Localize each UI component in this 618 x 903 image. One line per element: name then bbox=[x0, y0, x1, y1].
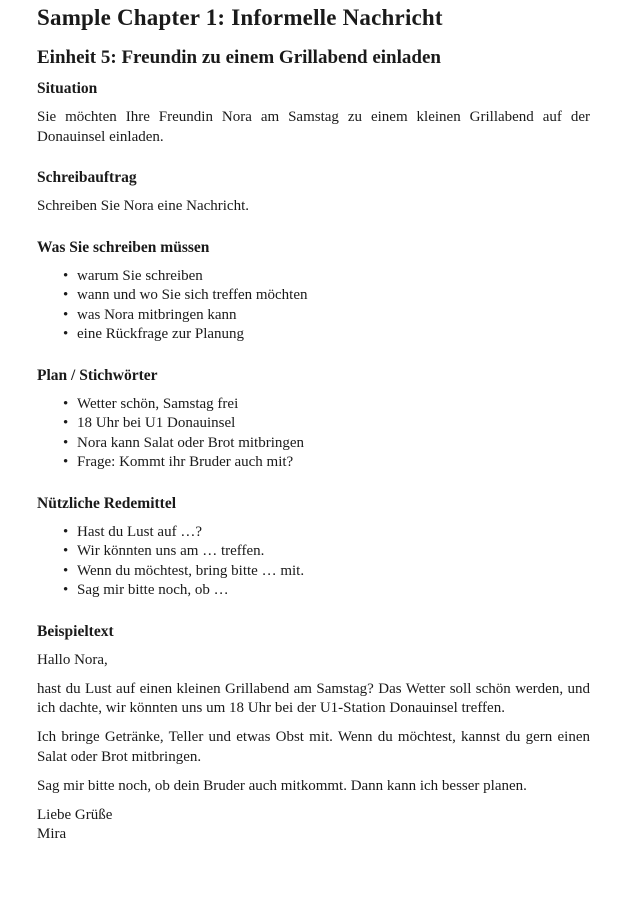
bullet-list bbox=[37, 523, 590, 601]
section-heading: Situation bbox=[37, 80, 98, 97]
paragraph: Sag mir bitte noch, ob dein Bruder auch mitkommt. Dann kann ich besser planen. bbox=[37, 777, 527, 794]
list-item: • was Nora mitbringen kann bbox=[77, 306, 590, 326]
page-title: Sample Chapter 1: Informelle Nachricht bbox=[37, 5, 443, 30]
section bbox=[37, 238, 590, 345]
list-item: • wann und wo Sie sich treffen möchten bbox=[77, 286, 590, 306]
bullet-list bbox=[37, 395, 590, 473]
section-heading: Was Sie schreiben müssen bbox=[37, 238, 210, 256]
paragraph: Sie möchten Ihre Freundin Nora am Samstag zu einem kleinen Grillabend auf der Donauinsel einladen. bbox=[37, 109, 590, 145]
bullet-list bbox=[37, 267, 590, 345]
section bbox=[37, 622, 590, 845]
list-item: • Hast du Lust auf …? bbox=[77, 523, 590, 543]
unit-heading: Einheit 5: Freundin zu einem Grillabend einladen bbox=[37, 47, 441, 68]
list-item: • Nora kann Salat oder Brot mitbringen bbox=[77, 434, 590, 454]
paragraph: Schreiben Sie Nora eine Nachricht. bbox=[37, 198, 249, 214]
list-item: • warum Sie schreiben bbox=[77, 267, 590, 287]
list-item: • Wetter schön, Samstag frei bbox=[77, 395, 590, 415]
paragraph: hast du Lust auf einen kleinen Grillabend am Samstag? Das Wetter soll schön werden, und ich dachte, wir könnten uns um 18 Uhr bei der U1-Station Donauinsel treffen. bbox=[37, 680, 590, 716]
section bbox=[37, 366, 590, 473]
section bbox=[37, 168, 590, 217]
section bbox=[37, 494, 590, 601]
section-heading: Plan / Stichwörter bbox=[37, 366, 158, 384]
list-item: • Sag mir bitte noch, ob … bbox=[77, 581, 590, 601]
list-item: • Wir könnten uns am … treffen. bbox=[77, 542, 590, 562]
list-item: • Frage: Kommt ihr Bruder auch mit? bbox=[77, 453, 590, 473]
signature-paragraph: Liebe Grüße Mira bbox=[37, 806, 113, 842]
section bbox=[37, 79, 590, 147]
section-heading: Nützliche Redemittel bbox=[37, 494, 177, 512]
paragraph: Hallo Nora, bbox=[37, 651, 108, 668]
sections-container bbox=[37, 79, 590, 845]
section-heading: Beispieltext bbox=[37, 622, 114, 640]
list-item: • Wenn du möchtest, bring bitte … mit. bbox=[77, 562, 590, 582]
section-heading: Schreibauftrag bbox=[37, 169, 137, 186]
list-item: • 18 Uhr bei U1 Donauinsel bbox=[77, 414, 590, 434]
list-item: • eine Rückfrage zur Planung bbox=[77, 325, 590, 345]
paragraph: Ich bringe Getränke, Teller und etwas Obst mit. Wenn du möchtest, kannst du gern einen Salat oder Brot mitbringen. bbox=[37, 729, 590, 765]
